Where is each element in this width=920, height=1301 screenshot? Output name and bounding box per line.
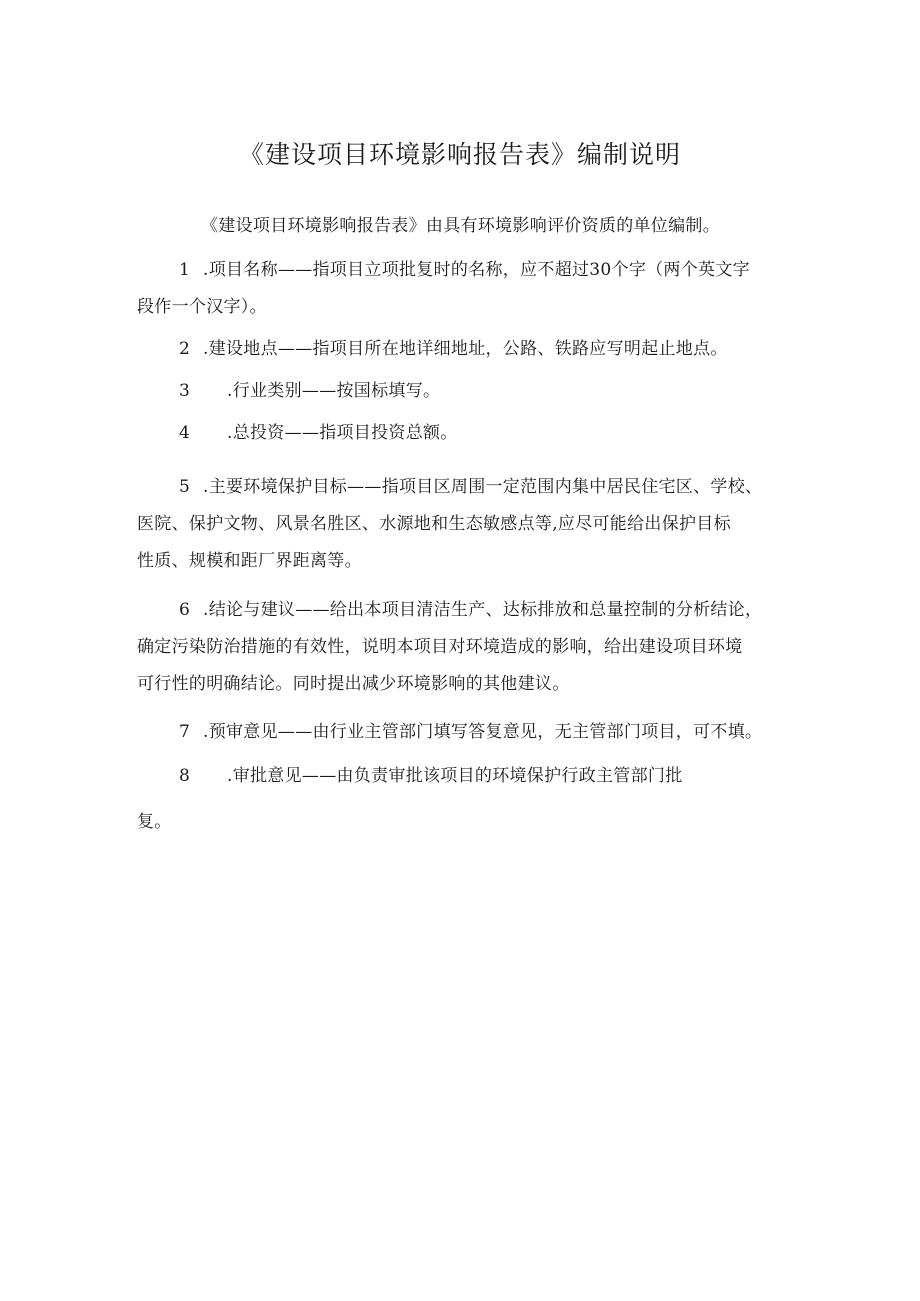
item-text: 医院、保护文物、风景名胜区、水源地和生态敏感点等,应尽可能给出保护目标 — [137, 514, 731, 534]
item-number: 1 — [179, 260, 191, 280]
item-7 — [137, 714, 837, 751]
intro-text: 《建设项目环境影响报告表》由具有环境影响评价资质的单位编制。 — [201, 216, 720, 236]
item-8 — [137, 758, 837, 841]
item-3 — [137, 373, 837, 410]
item-text: 可行性的明确结论。同时提出减少环境影响的其他建议。 — [137, 674, 570, 694]
item-number: 3 — [179, 381, 191, 401]
item-text: 性质、规模和距厂界距离等。 — [137, 551, 362, 571]
intro-paragraph — [137, 208, 837, 245]
item-text: .预审意见——由行业主管部门填写答复意见，无主管部门项目，可不填。 — [203, 722, 763, 742]
item-text: .建设地点——指项目所在地详细地址，公路、铁路应写明起止地点。 — [203, 339, 728, 359]
item-text: .行业类别——按国标填写。 — [227, 381, 441, 401]
item-number: 6 — [179, 600, 191, 620]
item-number: 4 — [179, 423, 191, 443]
item-2 — [137, 331, 837, 368]
item-text: 确定污染防治措施的有效性，说明本项目对环境造成的影响，给出建设项目环境 — [137, 637, 743, 657]
item-6 — [137, 592, 837, 703]
item-number: 7 — [179, 722, 191, 742]
item-number: 2 — [179, 339, 191, 359]
item-text: .审批意见——由负责审批该项目的环境保护行政主管部门批 — [227, 766, 683, 786]
item-text: .结论与建议——给出本项目清洁生产、达标排放和总量控制的分析结论， — [203, 600, 763, 620]
item-text: .主要环境保护目标——指项目区周围一定范围内集中居民住宅区、学校、 — [203, 477, 763, 497]
item-4 — [137, 415, 837, 452]
item-number: 5 — [179, 477, 191, 497]
item-5 — [137, 469, 837, 580]
document-title: 《建设项目环境影响报告表》编制说明 — [238, 140, 681, 169]
item-text: 段作一个汉字）。 — [137, 297, 267, 317]
item-1 — [137, 252, 837, 326]
item-text: 复。 — [137, 812, 172, 832]
item-text: .项目名称——指项目立项批复时的名称，应不超过30个字（两个英文字 — [203, 260, 750, 280]
item-number: 8 — [179, 766, 191, 786]
item-text: .总投资——指项目投资总额。 — [227, 423, 458, 443]
